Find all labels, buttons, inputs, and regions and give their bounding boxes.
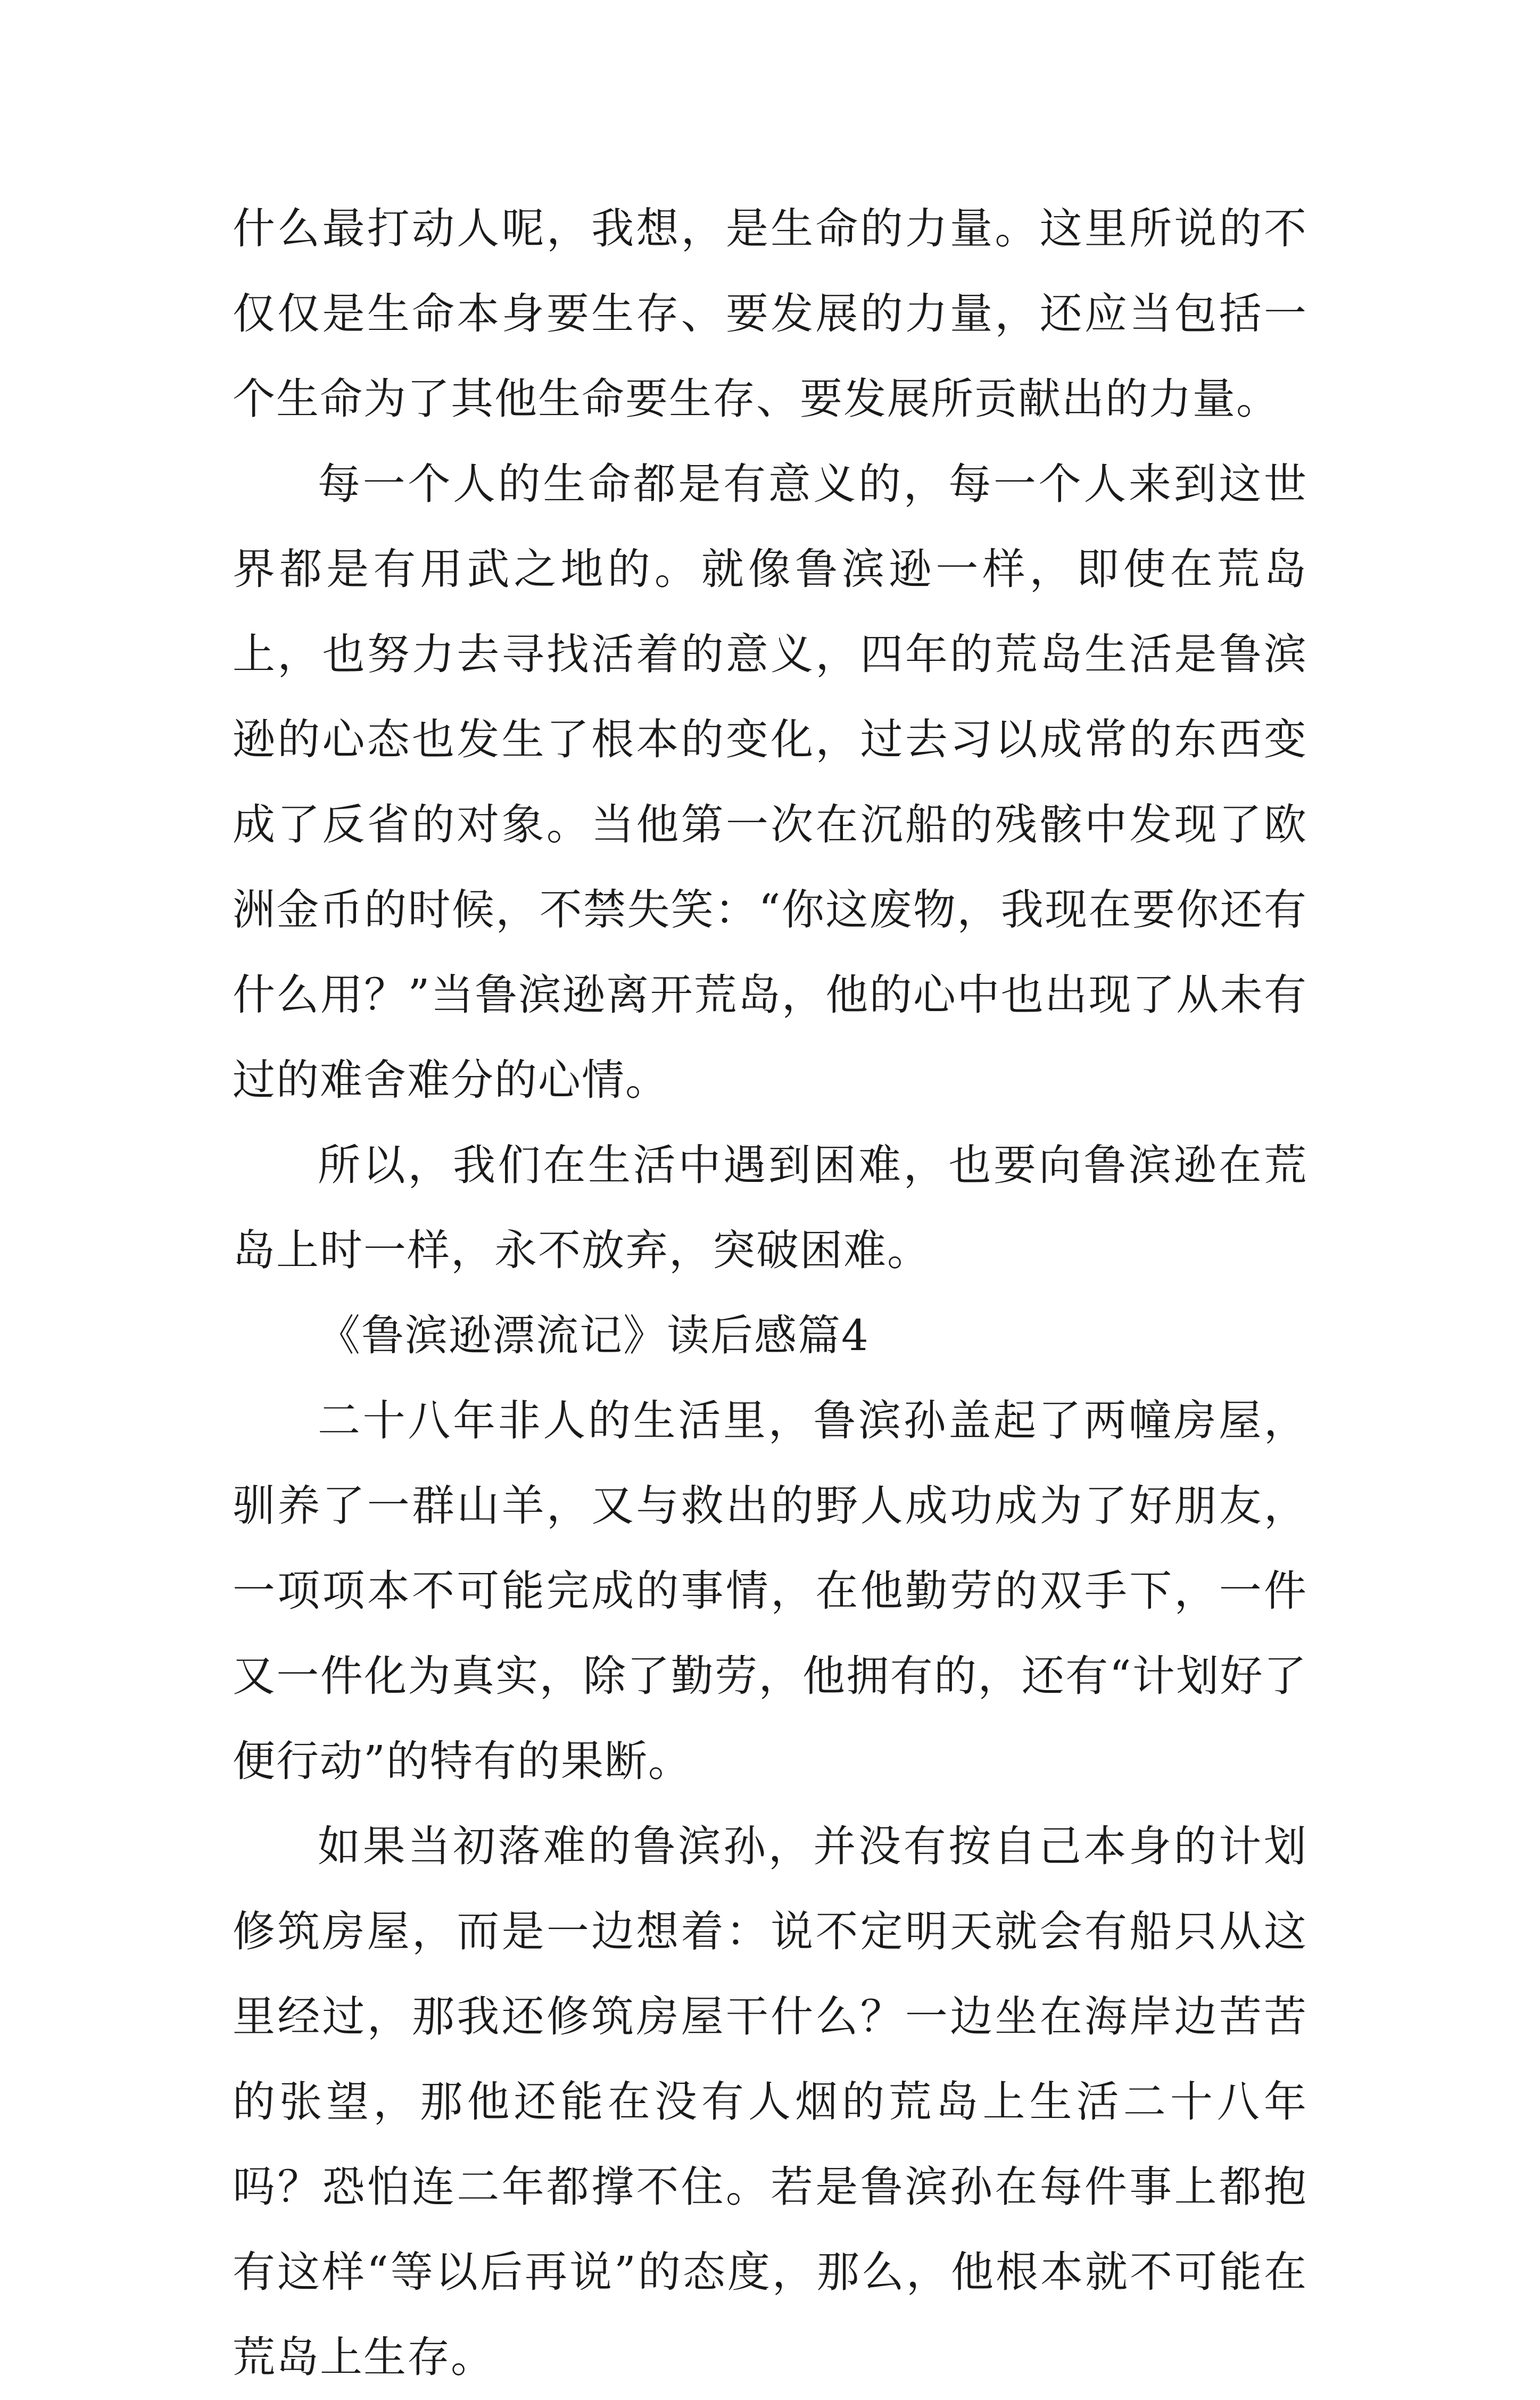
paragraph-4: 二十八年非人的生活里，鲁滨孙盖起了两幢房屋，驯养了一群山羊，又与救出的野人成功成为了好朋友，一项项本不可能完成的事情，在他勤劳的双手下，一件又一件化为真实，除了勤劳，他拥有的，还有“计划好了便行动”的特有的果断。 [233,1396,1307,1786]
section-heading: 《鲁滨逊漂流记》读后感篇4 [318,1311,870,1360]
paragraph-2: 每一个人的生命都是有意义的，每一个人来到这世界都是有用武之地的。就像鲁滨逊一样，即使在荒岛上，也努力去寻找活着的意义，四年的荒岛生活是鲁滨逊的心态也发生了根本的变化，过去习以成常的东西变成了反省的对象。当他第一次在沉船的残骸中发现了欧洲金币的时候，不禁失笑：“你这废物，我现在要你还有什么用？”当鲁滨逊离开荒岛，他的心中也出现了从未有过的难舍难分的心情。 [233,459,1307,1105]
document-body [233,186,1307,2400]
paragraph-1: 什么最打动人呢，我想，是生命的力量。这里所说的不仅仅是生命本身要生存、要发展的力量，还应当包括一个生命为了其他生命要生存、要发展所贡献出的力量。 [233,204,1307,424]
paragraph-5: 如果当初落难的鲁滨孙，并没有按自己本身的计划修筑房屋，而是一边想着：说不定明天就会有船只从这里经过，那我还修筑房屋干什么？一边坐在海岸边苦苦的张望，那他还能在没有人烟的荒岛上生活二十八年吗？恐怕连二年都撑不住。若是鲁滨孙在每件事上都抱有这样“等以后再说”的态度，那么，他根本就不可能在荒岛上生存。 [233,1822,1307,2382]
paragraph-3: 所以，我们在生活中遇到困难，也要向鲁滨逊在荒岛上时一样，永不放弃，突破困难。 [233,1140,1307,1275]
